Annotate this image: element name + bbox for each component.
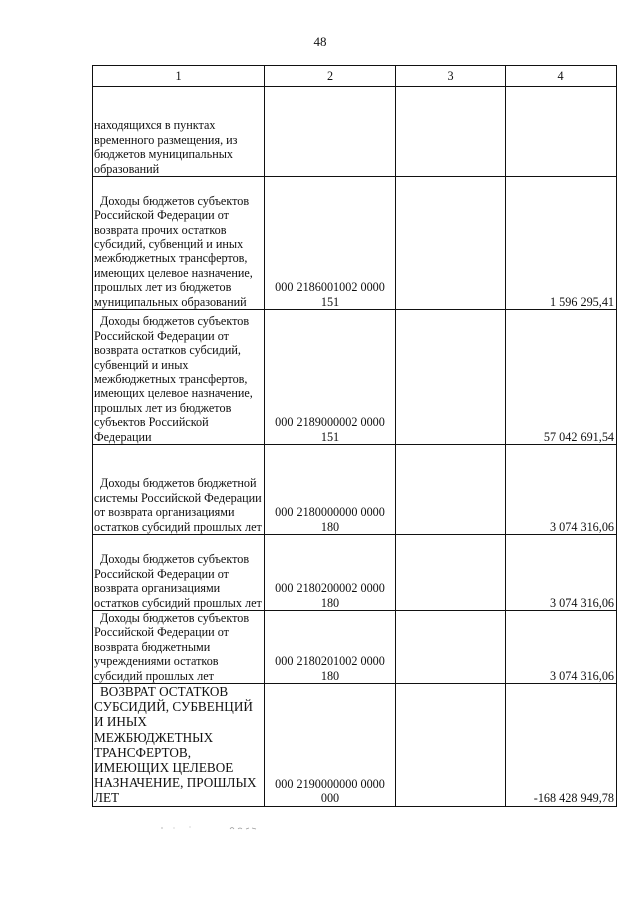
row-name-cell — [93, 684, 265, 807]
page-number: 48 — [313, 34, 327, 49]
row-amount: 3 074 316,06 — [506, 611, 617, 684]
row-amount: 57 042 691,54 — [506, 310, 617, 445]
row-code: 000 2186001002 0000 151 — [265, 177, 396, 310]
table-header-row — [93, 66, 617, 87]
scan-artifact-marks — [160, 824, 260, 832]
row-code — [265, 87, 396, 177]
row-col3 — [396, 535, 506, 611]
row-col3 — [396, 177, 506, 310]
header-col-2: 2 — [265, 66, 396, 87]
row-name-cell — [93, 87, 265, 177]
table-row — [93, 535, 617, 611]
table-row — [93, 684, 617, 807]
row-col3 — [396, 684, 506, 807]
row-amount: 3 074 316,06 — [506, 445, 617, 535]
row-name: Доходы бюджетов субъектов Российской Федерации от возврата организациями остатков субсидий прошлых лет — [94, 552, 262, 610]
row-code: 000 2180201002 0000 180 — [265, 611, 396, 684]
table-row — [93, 611, 617, 684]
row-name: ВОЗВРАТ ОСТАТКОВ СУБСИДИЙ, СУБВЕНЦИЙ И ИНЫХ МЕЖБЮДЖЕТНЫХ ТРАНСФЕРТОВ, ИМЕЮЩИХ ЦЕЛЕВОЕ НАЗНАЧЕНИЕ, ПРОШЛЫХ ЛЕТ — [94, 684, 257, 806]
row-name-cell — [93, 310, 265, 445]
row-name-cell — [93, 611, 265, 684]
row-amount: -168 428 949,78 — [506, 684, 617, 807]
row-col3 — [396, 310, 506, 445]
table-row — [93, 310, 617, 445]
row-name-cell — [93, 535, 265, 611]
row-amount — [506, 87, 617, 177]
row-name: Доходы бюджетов субъектов Российской Федерации от возврата прочих остатков субсидий, субвенций и иных межбюджетных трансфертов, имеющих целевое назначение, прошлых лет из бюджетов муниципальных образований — [94, 193, 253, 309]
row-name: находящихся в пунктах временного размещения, из бюджетов муниципальных образований — [94, 118, 238, 176]
row-code: 000 2180000000 0000 180 — [265, 445, 396, 535]
row-col3 — [396, 87, 506, 177]
row-col3 — [396, 445, 506, 535]
row-name-cell — [93, 177, 265, 310]
row-code: 000 2180200002 0000 180 — [265, 535, 396, 611]
header-col-3: 3 — [396, 66, 506, 87]
row-code: 000 2190000000 0000 000 — [265, 684, 396, 807]
row-amount: 1 596 295,41 — [506, 177, 617, 310]
header-col-4: 4 — [506, 66, 617, 87]
budget-table — [92, 65, 617, 807]
row-amount: 3 074 316,06 — [506, 535, 617, 611]
row-name-cell — [93, 445, 265, 535]
row-name: Доходы бюджетов бюджетной системы Российской Федерации от возврата организациями остатков субсидий прошлых лет — [94, 476, 262, 534]
table-row — [93, 177, 617, 310]
header-col-1: 1 — [93, 66, 265, 87]
row-code: 000 2189000002 0000 151 — [265, 310, 396, 445]
table-row — [93, 87, 617, 177]
row-col3 — [396, 611, 506, 684]
table-row — [93, 445, 617, 535]
row-name: Доходы бюджетов субъектов Российской Федерации от возврата остатков субсидий, субвенций и иных межбюджетных трансфертов, имеющих целевое назначение, прошлых лет из бюджетов субъектов Российской Федерации — [94, 314, 253, 444]
row-name: Доходы бюджетов субъектов Российской Федерации от возврата бюджетными учреждениями остатков субсидий прошлых лет — [94, 611, 250, 683]
